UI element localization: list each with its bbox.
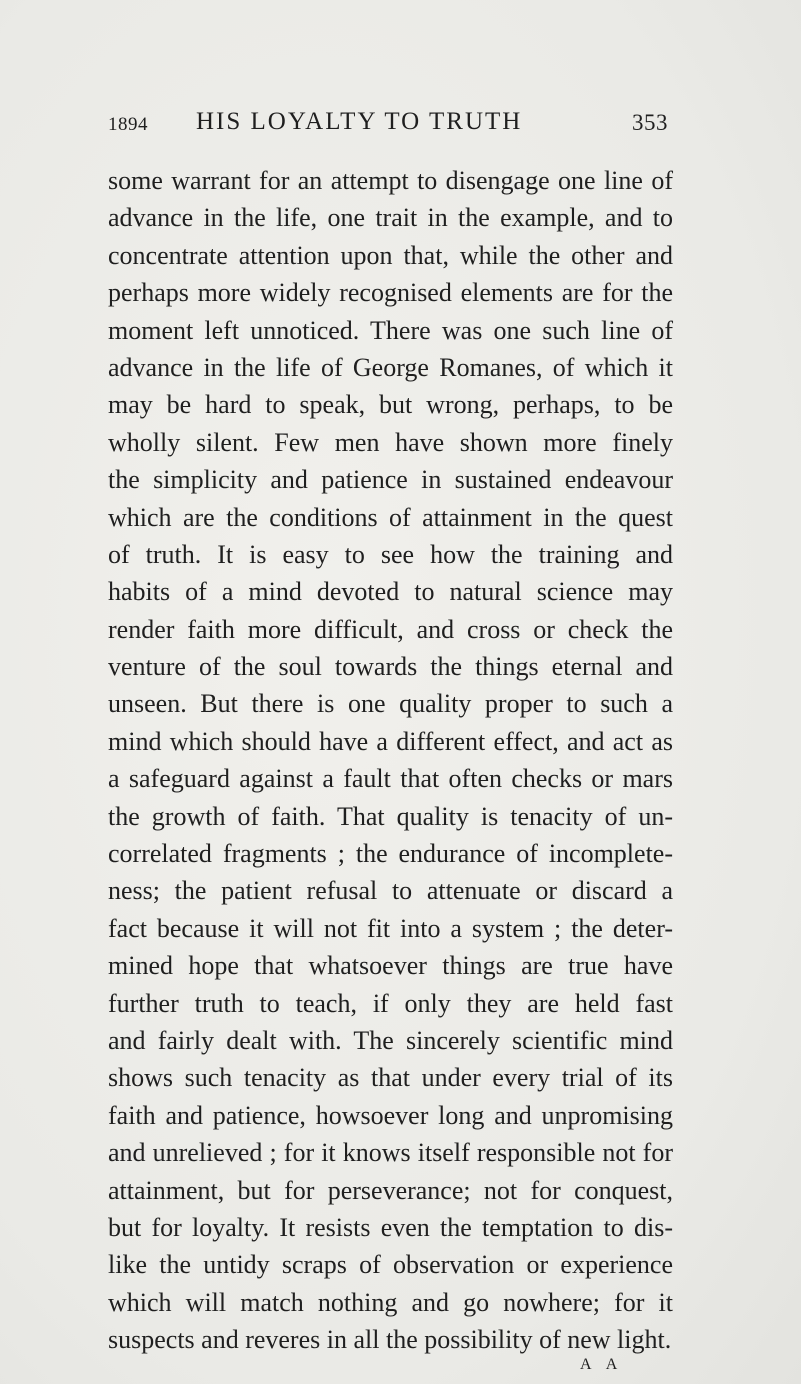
- text-line: render faith more difficult, and cross or check the: [108, 614, 673, 644]
- text-line: ness; the patient refusal to attenuate or discard a: [108, 876, 673, 906]
- text-line: moment left unnoticed. There was one such line of: [108, 315, 673, 345]
- text-line: mind which should have a different effect, and act as: [108, 726, 673, 756]
- running-header: [108, 108, 668, 144]
- text-line: fact because it will not fit into a system ; the deter-: [108, 913, 673, 943]
- text-line: the growth of faith. That quality is tenacity of un-: [108, 801, 673, 831]
- text-line: concentrate attention upon that, while the other and: [108, 240, 673, 270]
- text-line: a safeguard against a fault that often checks or mars: [108, 764, 673, 794]
- text-line: suspects and reveres in all the possibility of new light.: [108, 1325, 672, 1355]
- text-line: correlated fragments ; the endurance of incomplete-: [108, 839, 673, 869]
- text-line: which are the conditions of attainment in the quest: [108, 502, 673, 532]
- text-line: some warrant for an attempt to disengage one line of: [108, 166, 673, 195]
- page-number: 353: [632, 110, 668, 135]
- text-line: venture of the soul towards the things eternal and: [108, 652, 673, 682]
- text-line: advance in the life of George Romanes, of which it: [108, 352, 673, 382]
- text-line: and unrelieved ; for it knows itself responsible not for: [108, 1138, 673, 1168]
- text-line: faith and patience, howsoever long and unpromising: [108, 1100, 673, 1130]
- text-line: perhaps more widely recognised elements are for the: [108, 278, 673, 308]
- text-line: advance in the life, one trait in the example, and to: [108, 203, 673, 233]
- body-paragraph: [108, 162, 673, 1359]
- text-line: further truth to teach, if only they are held fast: [108, 988, 673, 1018]
- text-line: attainment, but for perseverance; not for conquest,: [108, 1175, 673, 1205]
- text-line: the simplicity and patience in sustained endeavour: [108, 465, 673, 495]
- text-line: of truth. It is easy to see how the training and: [108, 539, 673, 569]
- text-line: may be hard to speak, but wrong, perhaps, to be: [108, 390, 673, 420]
- text-line: which will match nothing and go nowhere; for it: [108, 1287, 673, 1317]
- text-line: and fairly dealt with. The sincerely scientific mind: [108, 1025, 673, 1055]
- text-line: wholly silent. Few men have shown more finely: [108, 427, 673, 457]
- text-line: like the untidy scraps of observation or experience: [108, 1250, 673, 1280]
- text-line: unseen. But there is one quality proper to such a: [108, 689, 673, 719]
- text-line: habits of a mind devoted to natural science may: [108, 577, 673, 607]
- header-year: 1894: [108, 114, 148, 135]
- header-title: HIS LOYALTY TO TRUTH: [196, 108, 523, 135]
- text-line: mined hope that whatsoever things are true have: [108, 951, 673, 981]
- text-line: but for loyalty. It resists even the temptation to dis-: [108, 1212, 673, 1242]
- text-line: shows such tenacity as that under every trial of its: [108, 1063, 673, 1093]
- signature-mark: A A: [580, 1356, 624, 1373]
